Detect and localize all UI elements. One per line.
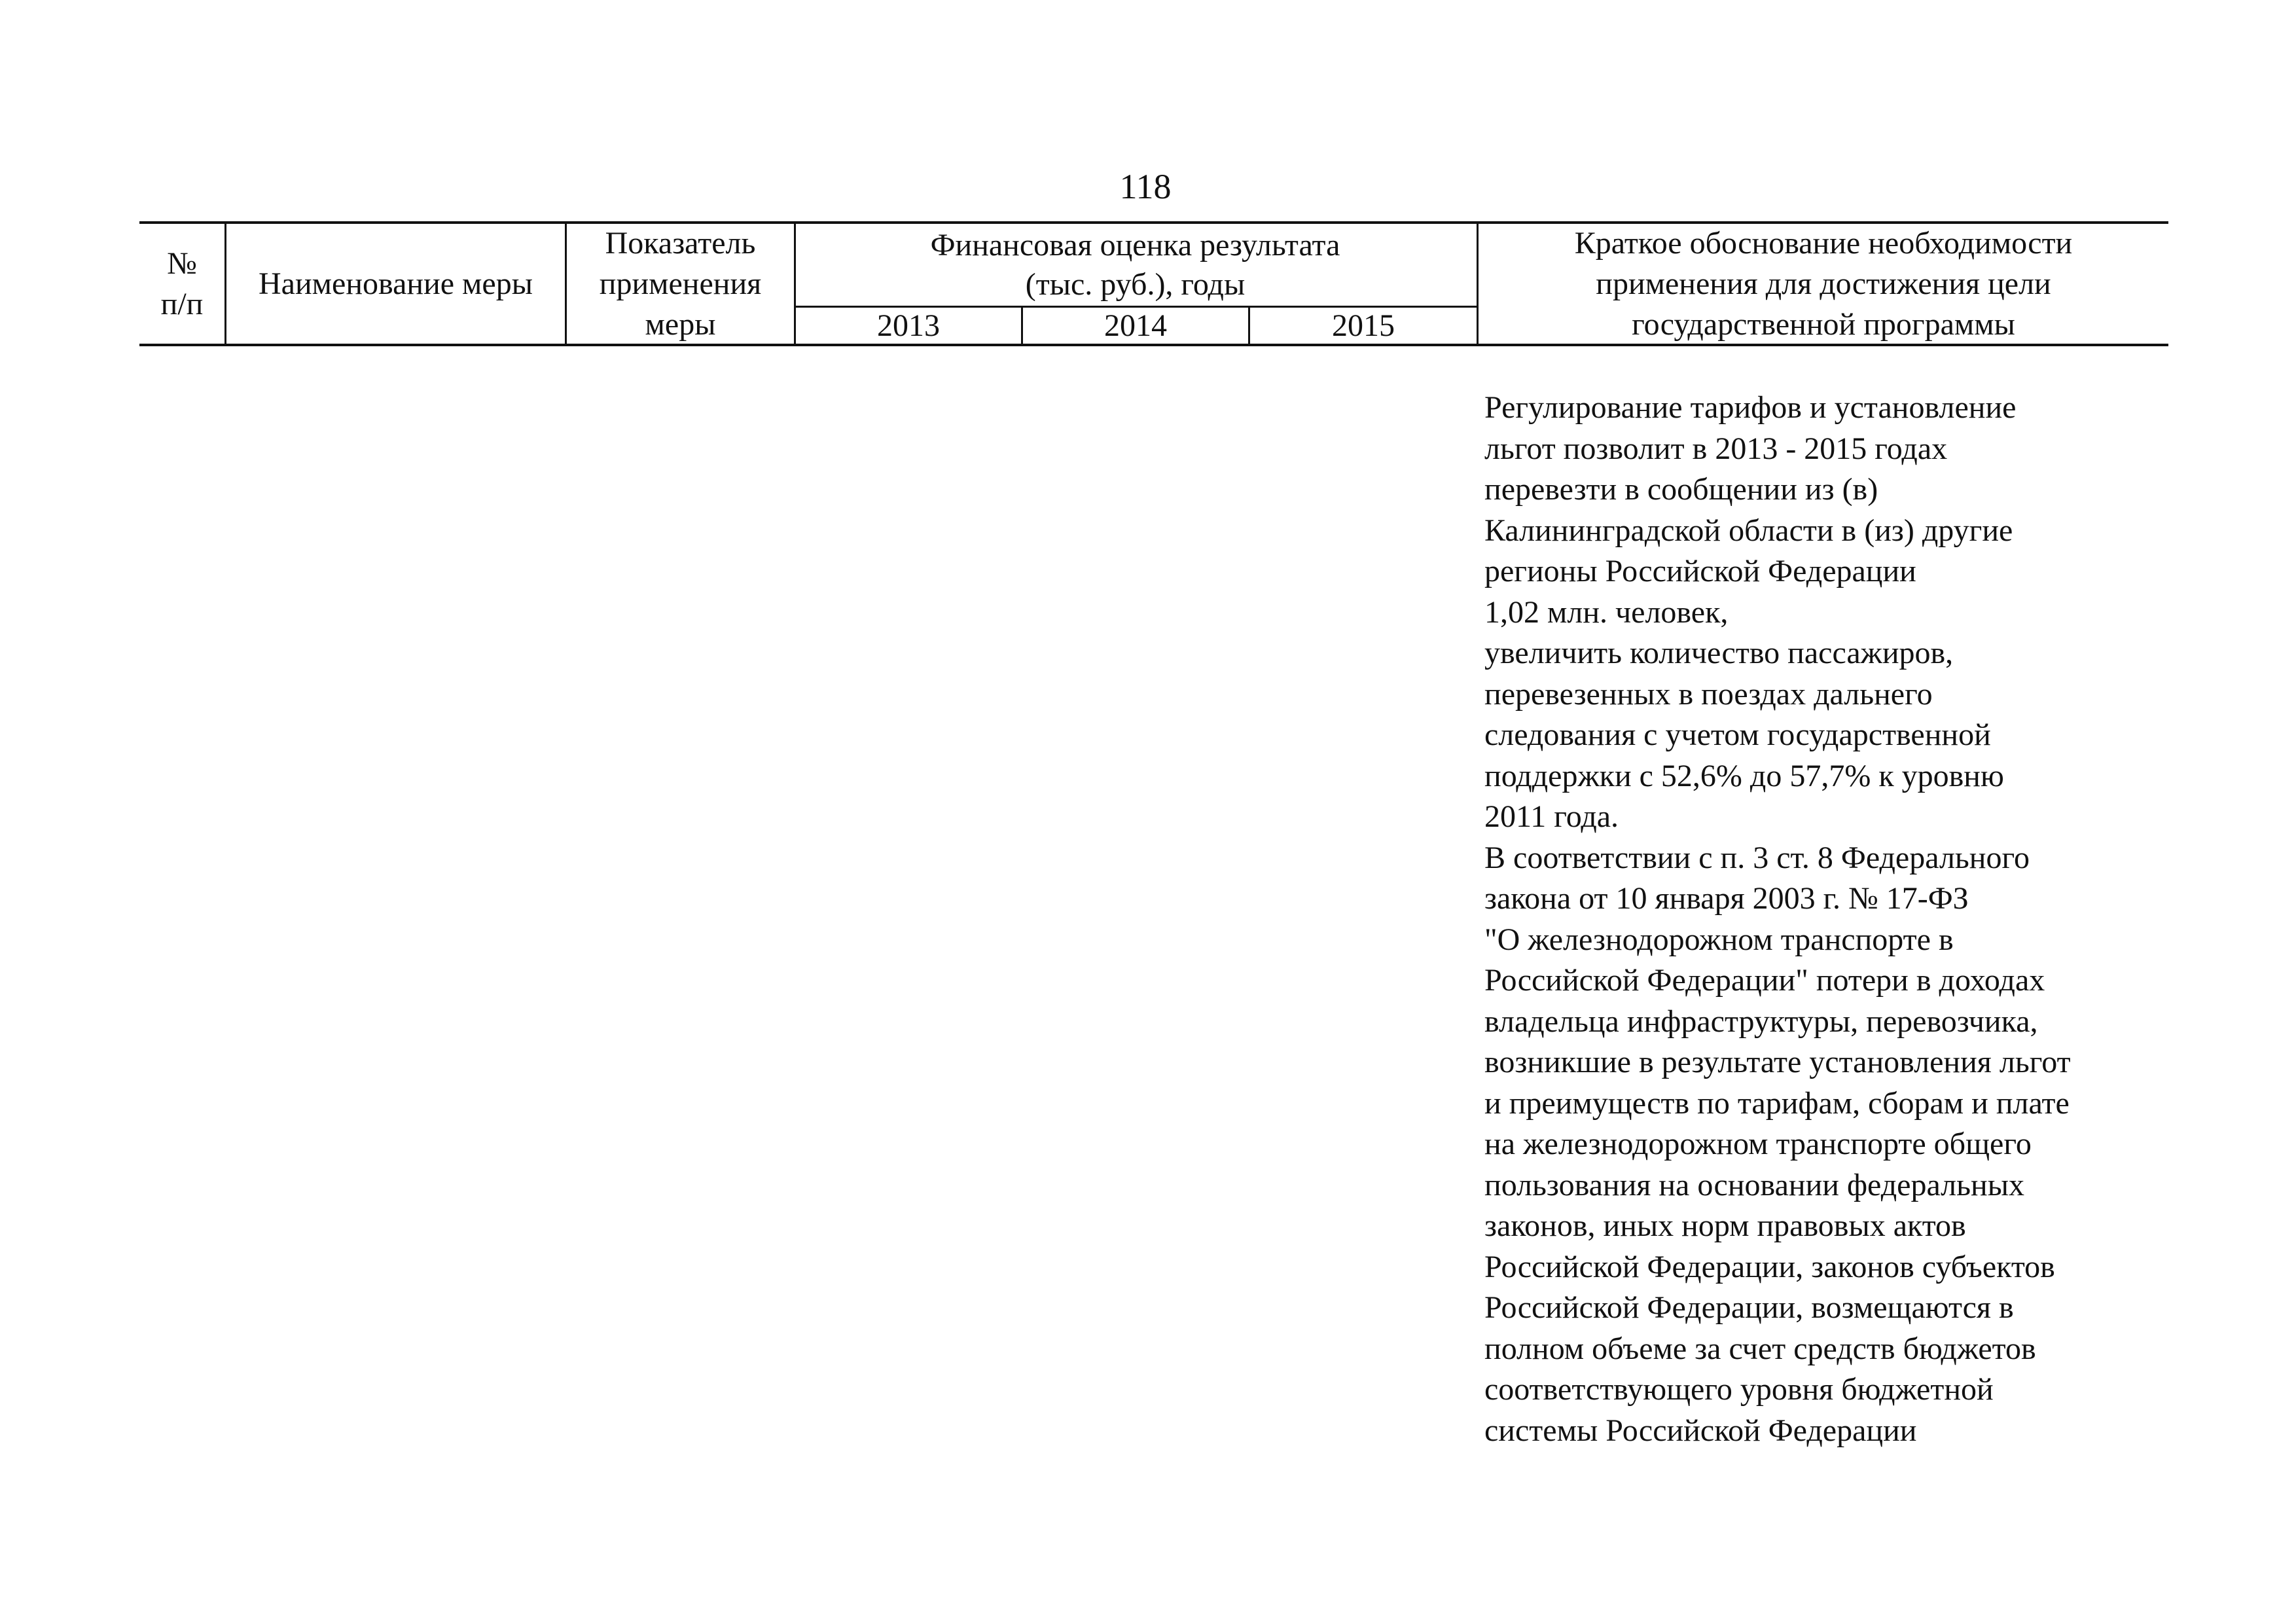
text-line: Калининградской области в (из) другие — [1484, 513, 2013, 548]
text-line: системы Российской Федерации — [1484, 1413, 1917, 1448]
header-col-indicator-line: меры — [645, 306, 716, 342]
text-line: Регулирование тарифов и установление — [1484, 390, 2017, 425]
text-line: 2011 года. — [1484, 799, 1619, 834]
text-line: "О железнодорожном транспорте в — [1484, 922, 1954, 957]
text-line: закона от 10 января 2003 г. № 17-ФЗ — [1484, 881, 1969, 916]
text-line: Российской Федерации" потери в доходах — [1484, 963, 2045, 998]
header-col-financial — [794, 224, 1477, 306]
text-line: регионы Российской Федерации — [1484, 554, 1916, 588]
header-col-number-line: п/п — [160, 286, 204, 321]
text-line: Российской Федерации, законов субъектов — [1484, 1249, 2055, 1284]
text-line: и преимуществ по тарифам, сборам и плате — [1484, 1085, 2070, 1121]
header-year-2015: 2015 — [1332, 308, 1395, 343]
header-col-number-line: № — [167, 245, 197, 281]
text-line: законов, иных норм правовых актов — [1484, 1208, 1966, 1243]
header-col-justification-line: применения для достижения цели — [1596, 266, 2051, 301]
text-line: владельца инфраструктуры, перевозчика, — [1484, 1003, 2038, 1039]
header-year-2013: 2013 — [877, 308, 940, 343]
header-col-financial-line: Финансовая оценка результата — [930, 227, 1340, 262]
text-line: соответствующего уровня бюджетной — [1484, 1372, 1994, 1407]
text-line: В соответствии с п. 3 ст. 8 Федерального — [1484, 840, 2030, 875]
header-col-indicator — [567, 224, 794, 344]
header-col-justification-line: государственной программы — [1632, 306, 2015, 342]
text-line: на железнодорожном транспорте общего — [1484, 1127, 2032, 1161]
text-line: Российской Федерации, возмещаются в — [1484, 1290, 2014, 1325]
text-line: следования с учетом государственной — [1484, 717, 1991, 752]
header-col-justification-line: Краткое обоснование необходимости — [1574, 225, 2073, 261]
text-line: перевезенных в поездах дальнего — [1484, 676, 1933, 712]
header-col-number — [139, 224, 224, 344]
text-line: перевезти в сообщении из (в) — [1484, 472, 1878, 507]
header-col-indicator-line: Показатель — [605, 225, 756, 261]
header-year-2014: 2014 — [1104, 308, 1167, 343]
page-number: 118 — [1119, 167, 1172, 206]
text-line: полном объеме за счет средств бюджетов — [1484, 1331, 2036, 1366]
header-col-justification — [1479, 224, 2168, 344]
header-col-financial-line: (тыс. руб.), годы — [1025, 266, 1246, 302]
text-line: льгот позволит в 2013 - 2015 годах — [1484, 431, 1948, 466]
header-col-measure-name-label: Наименование меры — [259, 266, 533, 301]
header-col-measure-name — [226, 224, 565, 344]
text-line: пользования на основании федеральных — [1484, 1167, 2024, 1202]
text-line: увеличить количество пассажиров, — [1484, 636, 1954, 670]
text-line: возникшие в результате установления льгот — [1484, 1045, 2071, 1079]
justification-text — [1484, 388, 2178, 1451]
table-header — [139, 221, 2168, 346]
text-line: поддержки с 52,6% до 57,7% к уровню — [1484, 758, 2004, 793]
header-col-indicator-line: применения — [599, 266, 762, 301]
text-line: 1,02 млн. человек, — [1484, 594, 1729, 630]
